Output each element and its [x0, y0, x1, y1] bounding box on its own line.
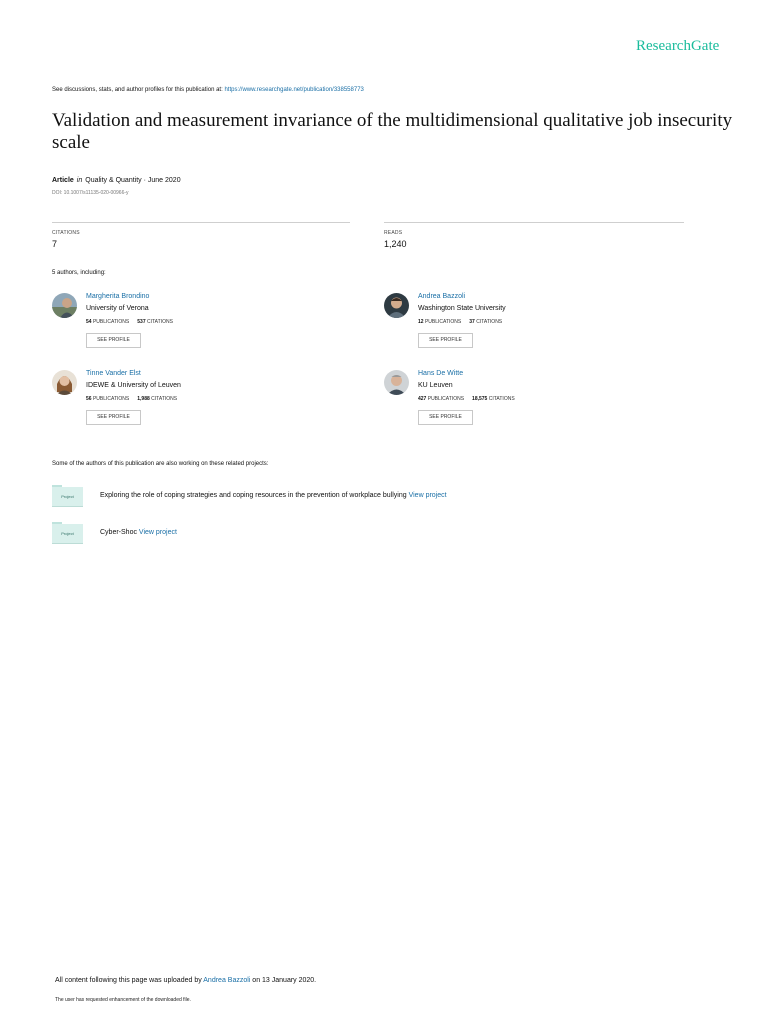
article-in: in — [76, 177, 83, 184]
enhancement-note: The user has requested enhancement of the downloaded file. — [55, 997, 191, 1003]
project-item — [52, 522, 752, 548]
see-profile-button[interactable]: SEE PROFILE — [418, 410, 473, 425]
author-card — [52, 293, 352, 363]
author-citations-count: 537 — [137, 319, 146, 325]
publications-count: 427 — [418, 396, 427, 402]
publications-label: PUBLICATIONS — [92, 319, 130, 325]
author-stats — [86, 319, 173, 325]
author-name-link[interactable]: Hans De Witte — [418, 370, 464, 377]
upload-prefix: All content following this page was uploaded by — [55, 977, 204, 984]
article-type: Article — [52, 177, 74, 184]
view-project-link[interactable]: View project — [138, 529, 177, 536]
author-institution: IDEWE & University of Leuven — [86, 382, 181, 389]
see-profile-button[interactable]: SEE PROFILE — [86, 410, 141, 425]
reads-label: READS — [384, 230, 403, 236]
article-title: Validation and measurement invariance of the multidimensional qualitative job insecurity scale — [52, 110, 733, 153]
author-card — [384, 370, 684, 440]
upload-note — [55, 977, 316, 984]
project-text — [100, 492, 447, 499]
author-stats — [418, 319, 502, 325]
author-avatar-icon[interactable] — [384, 293, 409, 318]
researchgate-logo[interactable]: ResearchGate — [636, 38, 720, 54]
author-citations-count: 1,988 — [137, 396, 150, 402]
publications-count: 12 — [418, 319, 424, 325]
journal-info[interactable]: Quality & Quantity · June 2020 — [85, 177, 181, 184]
see-profile-button[interactable]: SEE PROFILE — [86, 333, 141, 348]
project-folder-icon[interactable] — [52, 522, 83, 544]
publications-count: 56 — [86, 396, 92, 402]
author-citations-label: CITATIONS — [147, 319, 173, 325]
author-citations-count: 37 — [469, 319, 475, 325]
article-doi[interactable]: DOI: 10.1007/s11135-020-00966-y — [52, 190, 129, 196]
author-institution: Washington State University — [418, 305, 506, 312]
projects-heading: Some of the authors of this publication are also working on these related projects: — [52, 461, 269, 467]
project-folder-icon[interactable] — [52, 485, 83, 507]
author-name-link[interactable]: Andrea Bazzoli — [418, 293, 466, 300]
uploader-link[interactable]: Andrea Bazzoli — [203, 977, 251, 984]
see-profile-button[interactable]: SEE PROFILE — [418, 333, 473, 348]
author-stats — [86, 396, 177, 402]
project-title: Exploring the role of coping strategies and coping resources in the prevention of workplace bullying — [100, 492, 409, 499]
author-avatar-icon[interactable] — [384, 370, 409, 395]
citations-divider — [52, 222, 350, 223]
author-name-link[interactable]: Margherita Brondino — [86, 293, 150, 300]
author-citations-label: CITATIONS — [151, 396, 178, 402]
publications-label: PUBLICATIONS — [424, 319, 462, 325]
author-stats — [418, 396, 515, 402]
project-title: Cyber-Shoc — [100, 529, 139, 536]
author-name-link[interactable]: Tinne Vander Elst — [86, 370, 141, 377]
project-icon-label: Project — [52, 524, 83, 544]
publications-label: PUBLICATIONS — [427, 396, 465, 402]
project-text — [100, 529, 177, 536]
author-citations-count: 18,575 — [472, 396, 488, 402]
author-citations-label: CITATIONS — [488, 396, 515, 402]
discussion-line — [52, 87, 364, 93]
author-citations-label: CITATIONS — [476, 319, 503, 325]
view-project-link[interactable]: View project — [408, 492, 447, 499]
author-card — [384, 293, 684, 363]
publications-label: PUBLICATIONS — [92, 396, 130, 402]
publications-count: 54 — [86, 319, 92, 325]
author-institution: KU Leuven — [418, 382, 453, 389]
upload-suffix: on 13 January 2020. — [250, 977, 317, 984]
publication-url-link[interactable]: https://www.researchgate.net/publication/338558773 — [224, 87, 364, 93]
authors-heading: 5 authors, including: — [52, 270, 106, 276]
discussion-prefix: See discussions, stats, and author profiles for this publication at: — [52, 87, 225, 93]
author-institution: University of Verona — [86, 305, 149, 312]
project-icon-label: Project — [52, 487, 83, 507]
citations-label: CITATIONS — [52, 230, 80, 236]
project-item — [52, 485, 752, 511]
author-avatar-icon[interactable] — [52, 370, 77, 395]
author-card — [52, 370, 352, 440]
citations-count: 7 — [52, 239, 58, 249]
reads-count: 1,240 — [384, 239, 407, 249]
author-avatar-icon[interactable] — [52, 293, 77, 318]
reads-divider — [384, 222, 684, 223]
article-meta — [52, 177, 181, 184]
